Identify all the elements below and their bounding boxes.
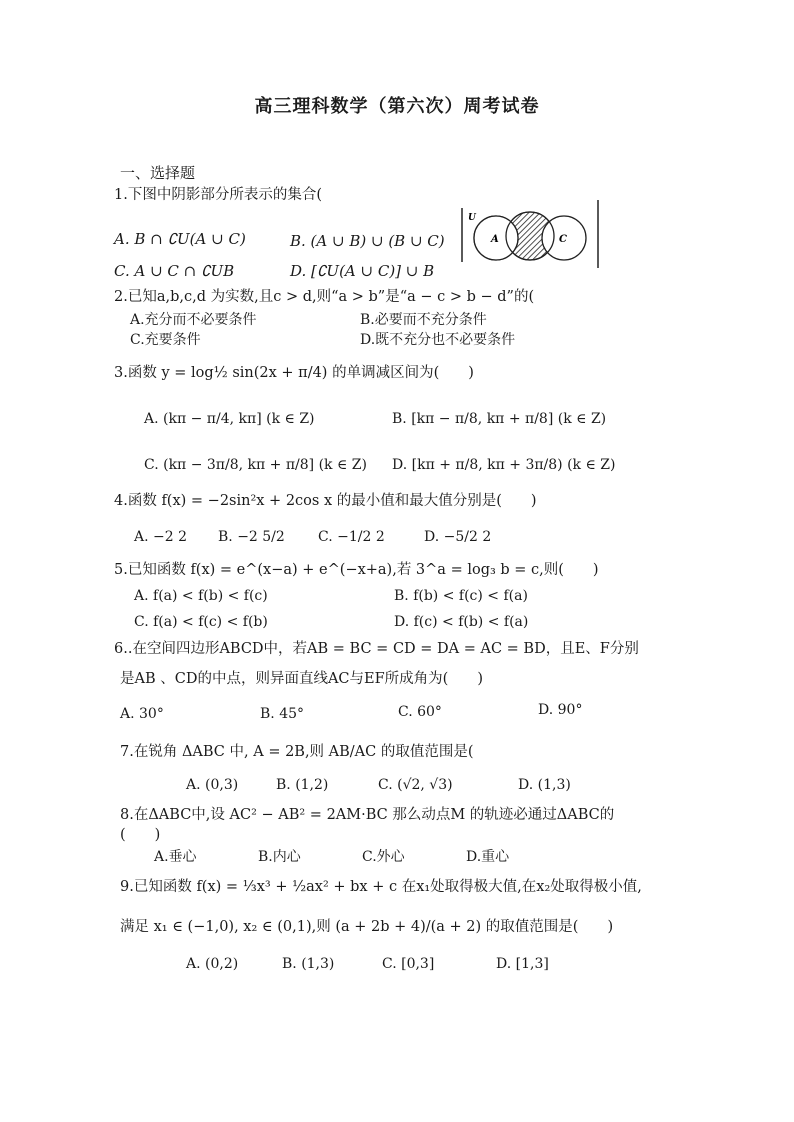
venn-label-a: A [491,234,499,245]
q5-option-c: C. f(a) < f(c) < f(b) [134,614,268,630]
q6-line1: 6..在空间四边形ABCD中，若AB = BC = CD = DA = AC = BD，且E、F分别 [114,641,639,657]
q8-option-a: A.垂心 [154,849,197,865]
q1-option-d: D. [∁U(A ∪ C)] ∪ B [290,262,435,280]
q9-option-c: C. [0,3] [382,956,435,972]
q6-line2: 是AB 、CD的中点，则异面直线AC与EF所成角为( ) [120,671,483,687]
q4-option-d: D. −5/2 2 [424,529,492,545]
q9-option-d: D. [1,3] [496,956,549,972]
q8-option-c: C.外心 [362,849,405,865]
q2-option-d: D.既不充分也不必要条件 [360,332,516,348]
q4-option-a: A. −2 2 [134,529,188,545]
q5-option-b: B. f(b) < f(c) < f(a) [394,588,528,604]
q8-option-d: D.重心 [466,849,510,865]
venn-diagram [458,198,604,272]
q1-option-b: B. (A ∪ B) ∪ (B ∪ C) [290,232,445,250]
q3-option-c: C. (kπ − 3π/8, kπ + π/8] (k ∈ Z) [144,457,367,473]
q5-stem: 5.已知函数 f(x) = e^(x−a) + e^(−x+a),若 3^a = log₃ b = c,则( ) [114,562,599,578]
q8-paren: ( ) [120,827,161,843]
q6-option-d: D. 90° [538,702,583,718]
q4-option-b: B. −2 5/2 [218,529,285,545]
q9-option-b: B. (1,3) [282,956,335,972]
q6-option-b: B. 45° [260,706,305,722]
q7-stem: 7.在锐角 ΔABC 中, A = 2B,则 AB/AC 的取值范围是( [120,744,474,760]
q4-stem: 4.函数 f(x) = −2sin²x + 2cos x 的最小值和最大值分别是( ) [114,493,537,509]
page-title: 高三理科数学（第六次）周考试卷 [254,96,540,117]
q7-option-d: D. (1,3) [518,777,571,793]
q1-option-a: A. B ∩ ∁U(A ∪ C) [114,230,246,248]
q5-option-a: A. f(a) < f(b) < f(c) [134,588,268,604]
q3-stem: 3.函数 y = log½ sin(2x + π/4) 的单调减区间为( ) [114,365,474,381]
q9-line2: 满足 x₁ ∈ (−1,0), x₂ ∈ (0,1),则 (a + 2b + 4)/(a + 2) 的取值范围是( ) [120,919,614,935]
q3-option-b: B. [kπ − π/8, kπ + π/8] (k ∈ Z) [392,411,607,427]
section-heading: 一、选择题 [120,164,196,182]
q9-line1: 9.已知函数 f(x) = ⅓x³ + ½ax² + bx + c 在x₁处取得极大值,在x₂处取得极小值, [120,879,642,895]
q6-option-c: C. 60° [398,704,442,720]
q6-option-a: A. 30° [120,706,164,722]
q3-option-d: D. [kπ + π/8, kπ + 3π/8) (k ∈ Z) [392,457,616,473]
q1-option-c: C. A ∪ C ∩ ∁UB [114,262,235,280]
q2-option-c: C.充要条件 [130,332,201,348]
venn-label-c: C [559,234,567,245]
q8-stem: 8.在ΔABC中,设 AC² − AB² = 2AM·BC 那么动点M 的轨迹必通过ΔABC的 [120,807,615,823]
q3-option-a: A. (kπ − π/4, kπ] (k ∈ Z) [144,411,315,427]
q7-option-a: A. (0,3) [186,777,239,793]
q2-option-a: A.充分而不必要条件 [130,312,257,328]
q7-option-b: B. (1,2) [276,777,329,793]
q1-stem: 1.下图中阴影部分所表示的集合( [114,187,322,203]
q4-option-c: C. −1/2 2 [318,529,385,545]
q2-option-b: B.必要而不充分条件 [360,312,487,328]
q8-option-b: B.内心 [258,849,301,865]
q2-stem: 2.已知a,b,c,d 为实数,且c > d,则“a > b”是“a − c > b − d”的( [114,289,535,305]
venn-label-u: U [468,213,476,223]
q9-option-a: A. (0,2) [186,956,239,972]
q7-option-c: C. (√2, √3) [378,777,453,793]
q5-option-d: D. f(c) < f(b) < f(a) [394,614,529,630]
